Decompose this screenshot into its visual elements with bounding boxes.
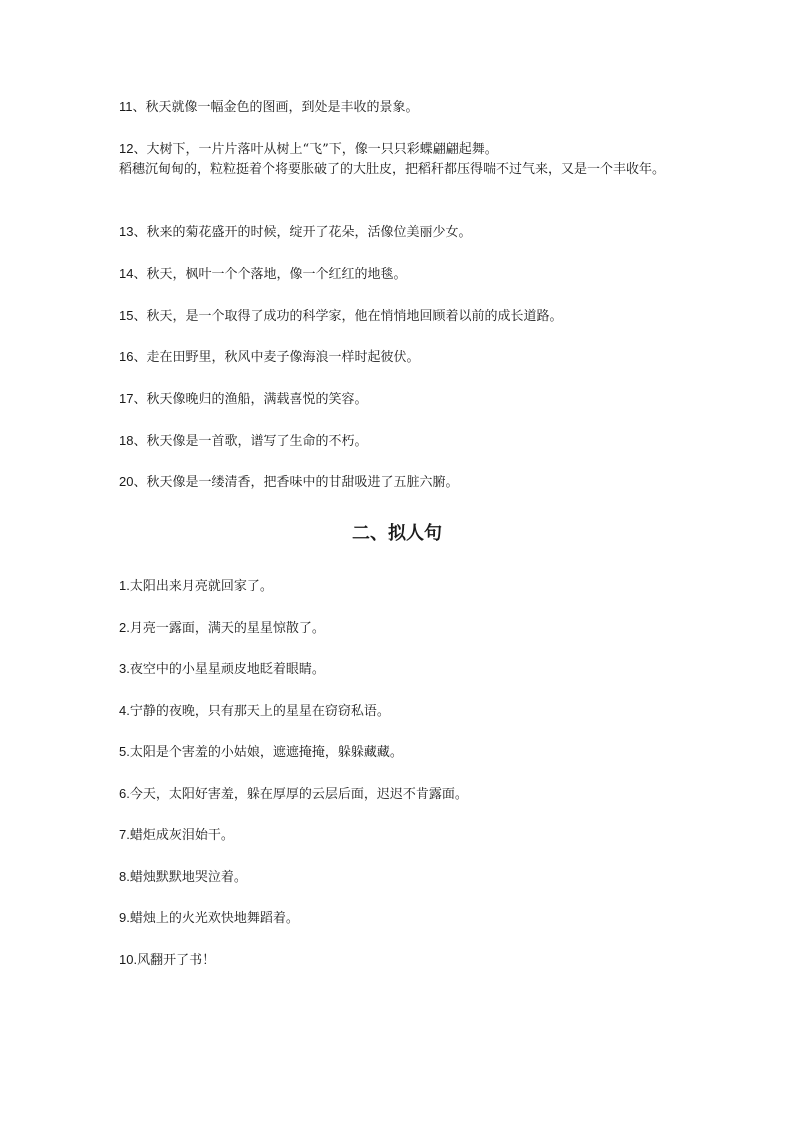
simile-item-16 (119, 347, 679, 368)
simile-item-15 (119, 306, 679, 327)
simile-number: 14 (119, 266, 134, 281)
personification-number: 9. (119, 910, 130, 925)
personification-text: 太阳出来月亮就回家了。 (129, 579, 273, 594)
simile-number: 18 (119, 433, 134, 448)
simile-item-14 (119, 264, 679, 285)
personification-item-7 (119, 825, 679, 846)
personification-number: 8. (119, 869, 130, 884)
personification-item-6 (119, 784, 679, 805)
personification-text: 夜空中的小星星顽皮地眨着眼睛。 (129, 662, 325, 677)
simile-number: 15 (119, 308, 134, 323)
personification-number: 6. (119, 786, 130, 801)
personification-number: 3. (119, 661, 130, 676)
simile-text: 、秋来的菊花盛开的时候，绽开了花朵，活像位美丽少女。 (133, 225, 472, 240)
simile-item-12 (119, 139, 679, 160)
personification-text: 宁静的夜晚，只有那天上的星星在窃窃私语。 (129, 704, 390, 719)
simile-number: 16 (119, 349, 134, 364)
simile-text: 、秋天像是一缕清香，把香味中的甘甜吸进了五脏六腑。 (133, 475, 459, 490)
simile-text: 、走在田野里，秋风中麦子像海浪一样时起彼伏。 (133, 350, 420, 365)
simile-item-13 (119, 222, 679, 243)
personification-text: 蜡烛上的火光欢快地舞蹈着。 (129, 911, 299, 926)
personification-number: 1. (119, 578, 130, 593)
simile-item-17 (119, 389, 679, 410)
personification-number: 5. (119, 744, 130, 759)
simile-number: 11 (119, 99, 133, 114)
personification-item-3 (119, 659, 679, 680)
simile-text: 稻穗沉甸甸的，粒粒挺着个将要胀破了的大肚皮，把稻秆都压得喘不过气来，又是一个丰收年。 (119, 162, 666, 177)
simile-text: 、秋天，是一个取得了成功的科学家，他在悄悄地回顾着以前的成长道路。 (133, 309, 563, 324)
simile-text: 、秋天像是一首歌，谱写了生命的不朽。 (133, 434, 368, 449)
personification-item-5 (119, 742, 679, 763)
simile-item-11 (119, 97, 679, 118)
personification-text: 太阳是个害羞的小姑娘，遮遮掩掩，躲躲藏藏。 (129, 745, 403, 760)
personification-item-10 (119, 950, 679, 971)
simile-item-18 (119, 431, 679, 452)
simile-number: 12 (119, 141, 134, 156)
personification-text: 今天，太阳好害羞，躲在厚厚的云层后面，迟迟不肯露面。 (129, 787, 468, 802)
personification-number: 7. (119, 827, 130, 842)
personification-text: 风翻开了书！ (137, 953, 216, 968)
simile-item-20 (119, 472, 679, 493)
personification-item-8 (119, 867, 679, 888)
personification-text: 蜡烛默默地哭泣着。 (129, 870, 247, 885)
simile-text: 、秋天，枫叶一个个落地，像一个红红的地毯。 (133, 267, 407, 282)
simile-item-12-continuation (119, 160, 679, 180)
simile-number: 20 (119, 474, 134, 489)
personification-number: 10. (119, 952, 138, 967)
personification-text: 月亮一露面，满天的星星惊散了。 (129, 621, 325, 636)
personification-number: 2. (119, 620, 130, 635)
personification-item-1 (119, 576, 679, 597)
personification-item-2 (119, 618, 679, 639)
simile-text: 、秋天像晚归的渔船，满载喜悦的笑容。 (133, 392, 368, 407)
simile-text: 、秋天就像一幅金色的图画，到处是丰收的景象。 (132, 100, 419, 115)
section-heading: 二、拟人句 (352, 523, 442, 544)
personification-item-9 (119, 908, 679, 929)
personification-number: 4. (119, 703, 130, 718)
simile-number: 13 (119, 224, 134, 239)
simile-text: 、大树下，一片片落叶从树上“飞”下，像一只只彩蝶翩翩起舞。 (133, 142, 498, 157)
personification-item-4 (119, 701, 679, 722)
simile-number: 17 (119, 391, 134, 406)
personification-text: 蜡炬成灰泪始干。 (129, 828, 234, 843)
